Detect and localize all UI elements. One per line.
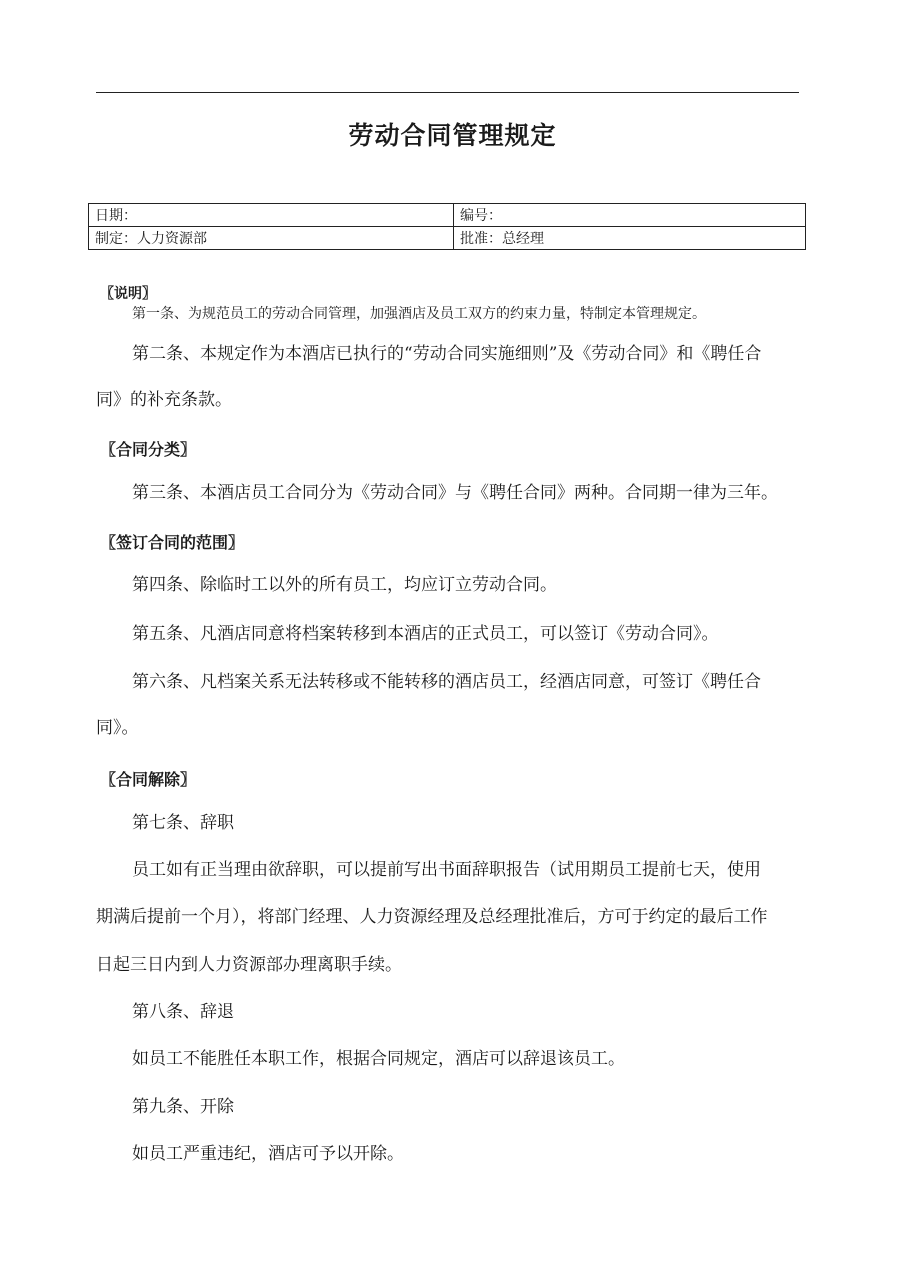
article-8-body: 如员工不能胜任本职工作，根据合同规定，酒店可以辞退该员工。 xyxy=(132,1049,625,1069)
meta-table xyxy=(88,203,806,250)
article-1: 第一条、为规范员工的劳动合同管理，加强酒店及员工双方的约束力量，特制定本管理规定。 xyxy=(132,306,706,322)
article-6-line-2: 同》。 xyxy=(96,718,139,738)
article-7: 第七条、辞职 xyxy=(132,813,234,833)
article-2-line-2: 同》的补充条款。 xyxy=(96,390,232,410)
article-2-line-1: 第二条、本规定作为本酒店已执行的“劳动合同实施细则”及《劳动合同》和《聘任合 xyxy=(132,344,762,364)
article-6-line-1: 第六条、凡档案关系无法转移或不能转移的酒店员工，经酒店同意，可签订《聘任合 xyxy=(132,672,761,692)
scope-heading: 〖签订合同的范围〗 xyxy=(100,533,245,552)
header-rule xyxy=(96,92,799,93)
article-3: 第三条、本酒店员工合同分为《劳动合同》与《聘任合同》两种。合同期一律为三年。 xyxy=(132,483,778,503)
article-7-body-line-1: 员工如有正当理由欲辞职，可以提前写出书面辞职报告（试用期员工提前七天，使用 xyxy=(132,860,761,880)
termination-heading: 〖合同解除〗 xyxy=(100,770,197,789)
article-8: 第八条、辞退 xyxy=(132,1002,234,1022)
approved-by-cell: 批准：总经理 xyxy=(454,227,806,250)
article-7-body-line-2: 期满后提前一个月），将部门经理、人力资源经理及总经理批准后，方可于约定的最后工作 xyxy=(96,907,768,927)
classification-heading: 〖合同分类〗 xyxy=(100,440,197,459)
article-9: 第九条、开除 xyxy=(132,1097,234,1117)
article-9-body: 如员工严重违纪，酒店可予以开除。 xyxy=(132,1144,404,1164)
document-title: 劳动合同管理规定 xyxy=(348,121,557,150)
meta-row xyxy=(89,204,806,227)
explanation-heading: 〖说明〗 xyxy=(100,286,156,302)
number-cell: 编号： xyxy=(454,204,806,227)
meta-row xyxy=(89,227,806,250)
article-4: 第四条、除临时工以外的所有员工，均应订立劳动合同。 xyxy=(132,575,557,595)
date-cell: 日期： xyxy=(89,204,454,227)
made-by-cell: 制定：人力资源部 xyxy=(89,227,454,250)
article-5: 第五条、凡酒店同意将档案转移到本酒店的正式员工，可以签订《劳动合同》。 xyxy=(132,624,719,644)
article-7-body-line-3: 日起三日内到人力资源部办理离职手续。 xyxy=(96,955,402,975)
